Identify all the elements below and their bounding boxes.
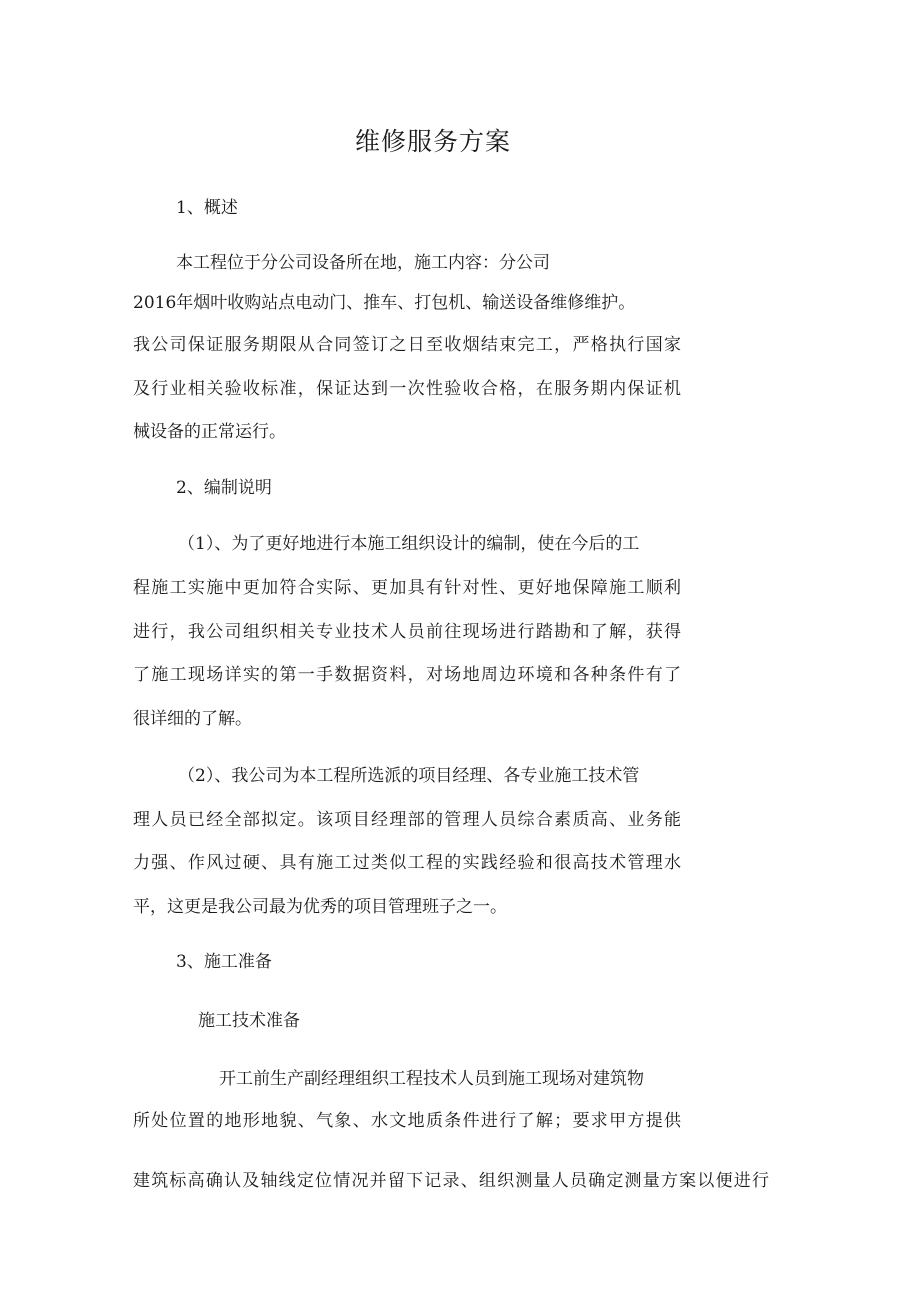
section-2-paragraph-1-line: （1）、为了更好地进行本施工组织设计的编制，使在今后的工 [178, 534, 640, 554]
document-title: 维修服务方案 [354, 127, 511, 156]
section-3-heading: 3、施工准备 [176, 952, 272, 972]
section-2-paragraph-1-line: 了施工现场详实的第一手数据资料，对场地周边环境和各种条件有了 [133, 665, 681, 685]
section-1-heading: 1、概述 [176, 198, 238, 218]
section-2-paragraph-2-line: （2）、我公司为本工程所选派的项目经理、各专业施工技术管 [178, 766, 640, 786]
section-2-paragraph-2-line: 平，这更是我公司最为优秀的项目管理班子之一。 [133, 897, 507, 917]
section-3-paragraph-line: 所处位置的地形地貌、气象、水文地质条件进行了解；要求甲方提供 [133, 1111, 681, 1131]
section-2-paragraph-2-line: 理人员已经全部拟定。该项目经理部的管理人员综合素质高、业务能 [133, 810, 681, 830]
section-3-paragraph-line: 开工前生产副经理组织工程技术人员到施工现场对建筑物 [219, 1069, 644, 1089]
section-2-paragraph-1-line: 进行，我公司组织相关专业技术人员前往现场进行踏勘和了解，获得 [133, 622, 681, 642]
section-1-paragraph-line: 本工程位于分公司设备所在地，施工内容：分公司 [176, 253, 550, 273]
section-2-heading: 2、编制说明 [176, 478, 272, 498]
section-1-paragraph-line: 械设备的正常运行。 [133, 422, 286, 442]
section-1-paragraph-line: 及行业相关验收标准，保证达到一次性验收合格，在服务期内保证机 [133, 379, 681, 399]
section-2-paragraph-2-line: 力强、作风过硬、具有施工过类似工程的实践经验和很高技术管理水 [133, 853, 681, 873]
section-2-paragraph-1-line: 很详细的了解。 [133, 709, 252, 729]
section-3-subheading: 施工技术准备 [198, 1011, 300, 1031]
section-2-paragraph-1-line: 程施工实施中更加符合实际、更加具有针对性、更好地保障施工顺利 [133, 578, 681, 598]
section-1-paragraph-line: 我公司保证服务期限从合同签订之日至收烟结束完工，严格执行国家 [133, 335, 681, 355]
section-3-paragraph-line: 建筑标高确认及轴线定位情况并留下记录、组织测量人员确定测量方案以便进行 [133, 1171, 769, 1191]
section-1-paragraph-line: 2016年烟叶收购站点电动门、推车、打包机、输送设备维修维护。 [133, 293, 636, 313]
